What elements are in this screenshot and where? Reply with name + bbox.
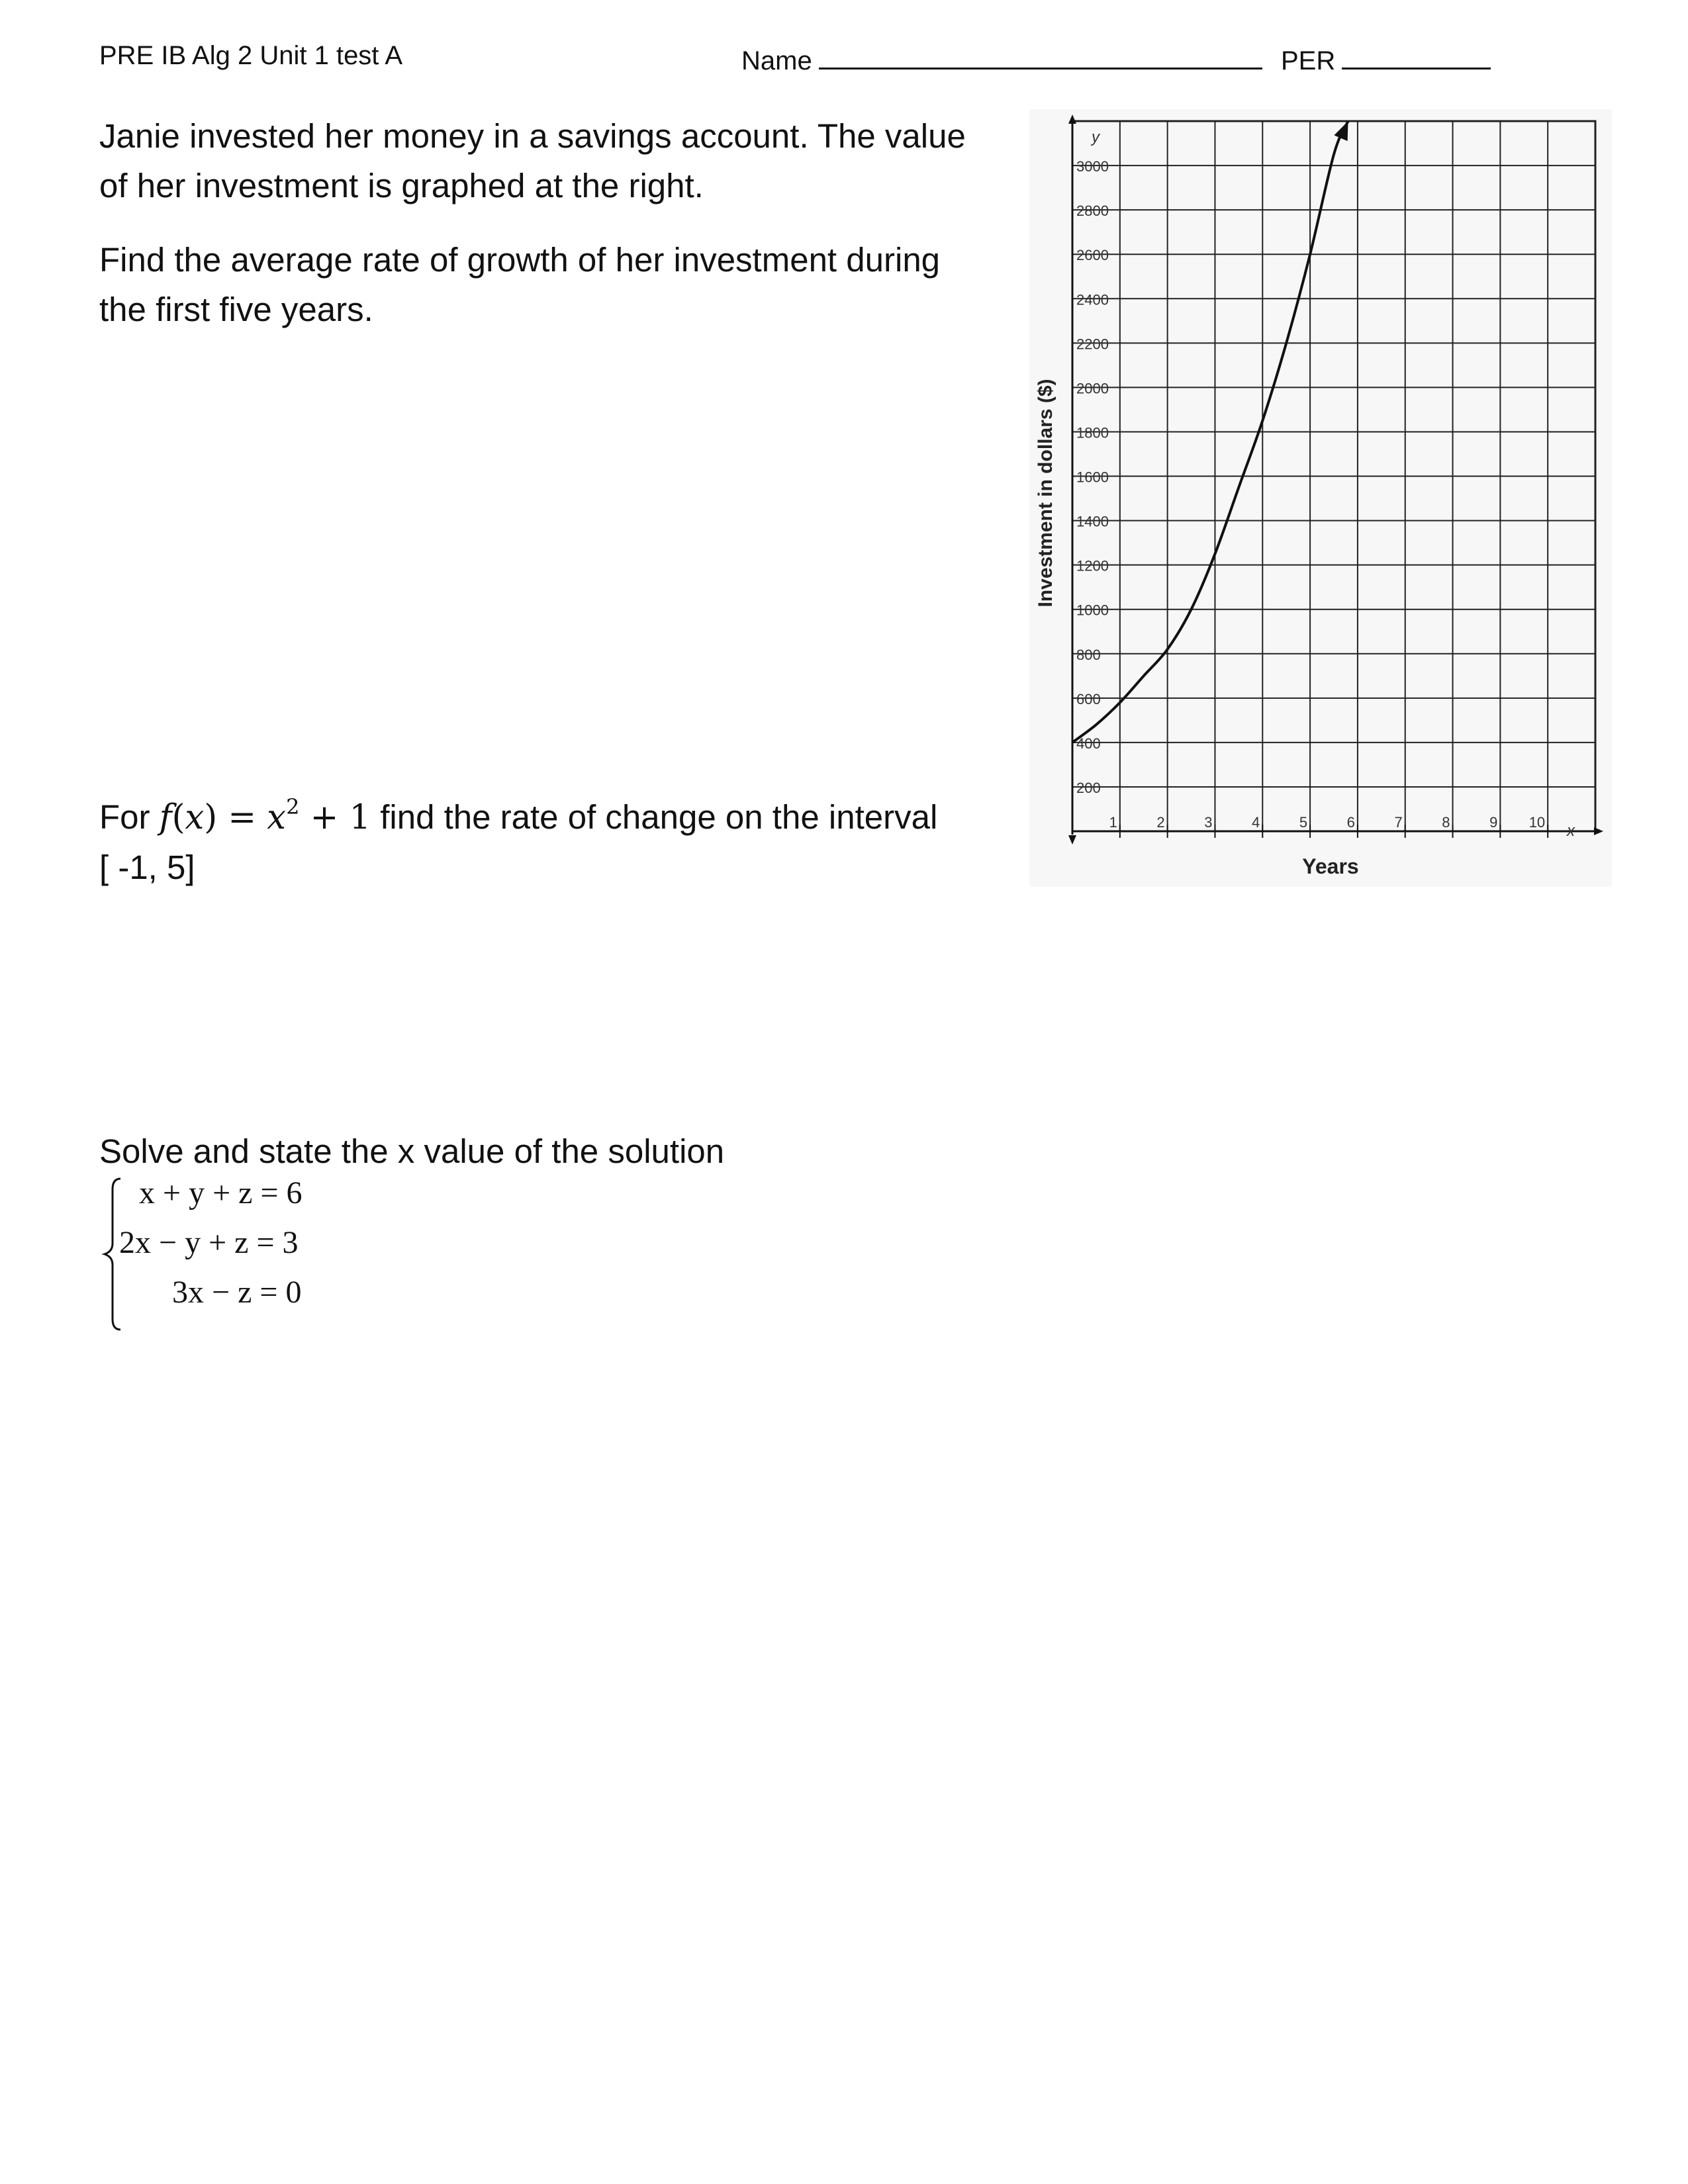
y-tick-label: 2600 <box>1076 247 1109 264</box>
open-paren: ( <box>171 798 185 837</box>
y-tick-label: 1600 <box>1076 469 1109 486</box>
question-1-task <box>99 235 940 334</box>
period-blank[interactable] <box>1342 41 1491 69</box>
y-tick-label: 2400 <box>1076 291 1109 308</box>
y-tick-label: 600 <box>1076 690 1101 707</box>
equation-system <box>99 1175 324 1334</box>
question-1-text <box>99 111 966 210</box>
question-2 <box>99 792 937 892</box>
question-3-prompt: Solve and state the x value of the solution <box>99 1132 725 1170</box>
name-blank[interactable] <box>819 41 1262 69</box>
x-tick-label: 6 <box>1346 814 1355 831</box>
x-tick-label: 9 <box>1489 814 1498 831</box>
equation-3: 3x − z = 0 <box>172 1275 302 1310</box>
name-field[interactable] <box>741 41 1262 76</box>
plus-one: + 1 <box>299 798 371 837</box>
question-2-interval: [ -1, 5] <box>99 848 195 886</box>
x-tick-label: 1 <box>1109 814 1117 831</box>
y-tick-label: 1800 <box>1076 424 1109 441</box>
y-tick-label: 3000 <box>1076 158 1109 175</box>
question-2-prefix: For <box>99 798 150 836</box>
question-1-task-line-1: Find the average rate of growth of her investment during <box>99 241 941 279</box>
period-label: PER <box>1281 46 1336 75</box>
chart-background <box>1029 109 1612 887</box>
y-tick-label: 1400 <box>1076 513 1109 530</box>
period-field[interactable] <box>1281 41 1491 76</box>
question-1-task-line-2: the first five years. <box>99 291 373 328</box>
y-tick-label: 1200 <box>1076 557 1109 574</box>
base-variable: x <box>267 798 287 837</box>
y-tick-label: 2200 <box>1076 336 1109 353</box>
question-2-line-1 <box>99 792 937 842</box>
name-label: Name <box>741 46 812 75</box>
x-tick-label: 5 <box>1299 814 1308 831</box>
equation-1: x + y + z = 6 <box>139 1175 303 1210</box>
exponent: 2 <box>286 794 300 819</box>
equation-2: 2x − y + z = 3 <box>119 1225 299 1260</box>
question-1-line-2: of her investment is graphed at the right. <box>99 167 704 205</box>
investment-chart <box>1029 109 1612 887</box>
x-tick-label: 7 <box>1394 814 1403 831</box>
y-tick-label: 2000 <box>1076 380 1109 397</box>
question-1-line-1: Janie invested her money in a savings account. The value <box>99 117 966 155</box>
x-tick-label: 2 <box>1156 814 1165 831</box>
function-name: f <box>159 798 172 837</box>
function-expression <box>159 794 371 837</box>
x-axis-label: Years <box>1302 854 1359 878</box>
question-2-suffix: find the rate of change on the interval <box>371 798 938 836</box>
equals-sign: = <box>217 798 267 837</box>
x-tick-label: 8 <box>1442 814 1450 831</box>
x-tick-label: 4 <box>1252 814 1260 831</box>
test-title: PRE IB Alg 2 Unit 1 test A <box>99 41 403 70</box>
y-tick-label: 800 <box>1076 646 1101 663</box>
y-tick-label: 200 <box>1076 779 1101 796</box>
function-variable: x <box>185 798 205 837</box>
x-tick-label: 3 <box>1204 814 1213 831</box>
y-tick-label: 400 <box>1076 735 1101 752</box>
x-tick-label: 10 <box>1528 814 1546 831</box>
y-tick-label: 2800 <box>1076 203 1109 220</box>
y-axis-label: Investment in dollars ($) <box>1035 379 1056 608</box>
close-paren: ) <box>204 798 218 837</box>
x-axis-symbol: x <box>1567 822 1575 840</box>
y-axis-symbol: y <box>1092 128 1100 146</box>
y-tick-label: 1000 <box>1076 602 1109 619</box>
